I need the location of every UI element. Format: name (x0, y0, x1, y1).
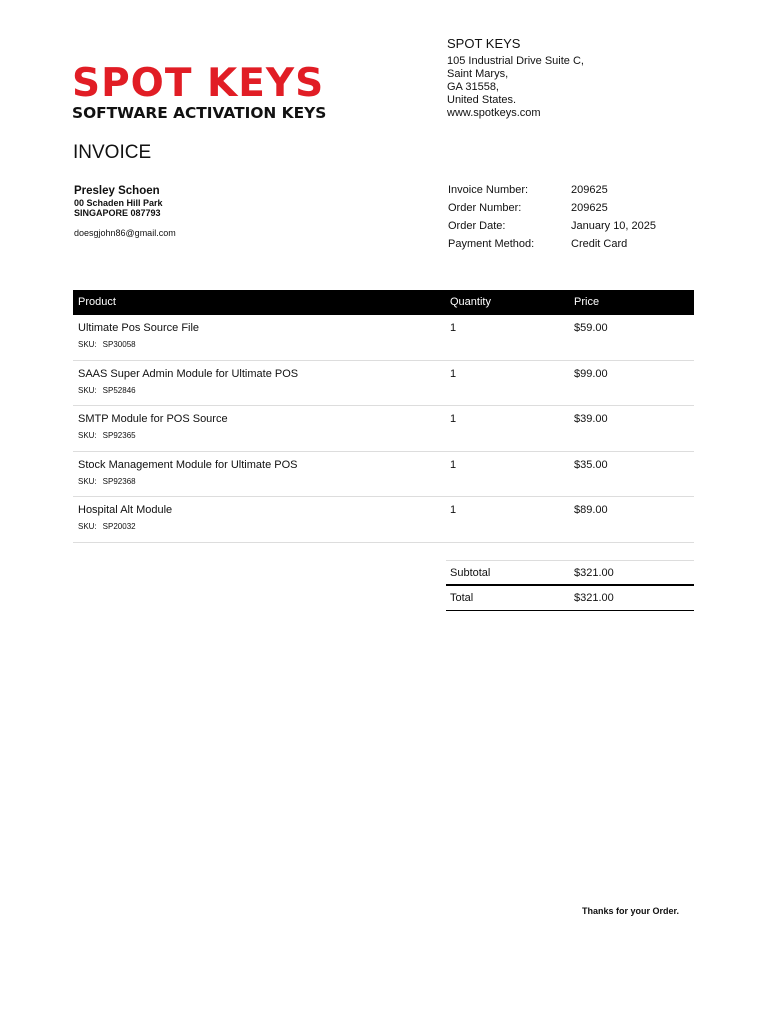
product-sku (78, 431, 446, 441)
product-name: Ultimate Pos Source File (78, 322, 200, 334)
page-title: INVOICE (73, 142, 152, 163)
meta-label: Order Number: (448, 202, 522, 214)
product-name: SMTP Module for POS Source (78, 413, 228, 425)
company-address-line: GA 31558, (447, 81, 499, 93)
meta-row (448, 237, 694, 255)
product-cell (73, 458, 446, 497)
table-row (73, 315, 694, 361)
company-address-line: 105 Industrial Drive Suite C, (447, 55, 584, 67)
customer-address-line: SINGAPORE 087793 (74, 208, 161, 218)
total-row (446, 586, 694, 611)
product-cell (73, 367, 446, 406)
invoice-meta (448, 183, 694, 255)
quantity-cell: 1 (450, 458, 457, 471)
product-name: SAAS Super Admin Module for Ultimate POS (78, 367, 299, 380)
subtotal-value: $321.00 (574, 567, 614, 579)
sku-value: SP52846 (102, 385, 136, 395)
meta-value: 209625 (571, 202, 608, 214)
quantity-cell: 1 (450, 367, 457, 380)
company-address-line: United States. (447, 94, 517, 106)
table-header (73, 290, 694, 315)
meta-row (448, 219, 694, 237)
header-price: Price (574, 296, 600, 308)
totals-block (446, 560, 694, 611)
product-cell (73, 321, 446, 360)
customer-name: Presley Schoen (74, 185, 160, 197)
customer-block (74, 184, 163, 218)
price-cell: $99.00 (574, 367, 608, 380)
meta-row (448, 183, 694, 201)
sku-label: SKU: (78, 476, 97, 486)
product-sku (78, 477, 446, 487)
sku-label: SKU: (78, 385, 97, 395)
company-website: www.spotkeys.com (447, 107, 541, 119)
sku-label: SKU: (78, 340, 97, 349)
meta-value: Credit Card (571, 238, 628, 250)
table-row (73, 497, 694, 543)
product-cell (73, 412, 446, 451)
total-value: $321.00 (574, 592, 614, 604)
price-cell: $89.00 (574, 504, 608, 516)
items-table (73, 290, 694, 543)
sku-value: SP30058 (102, 340, 136, 349)
sku-value: SP92365 (102, 431, 136, 440)
product-name: Stock Management Module for Ultimate POS (78, 458, 298, 471)
meta-label: Invoice Number: (448, 184, 529, 196)
product-sku (78, 522, 446, 532)
subtotal-row (446, 561, 694, 586)
meta-value: January 10, 2025 (571, 220, 657, 232)
company-address-line: Saint Marys, (447, 68, 509, 80)
price-cell: $59.00 (574, 322, 608, 334)
thanks-note: Thanks for your Order. (582, 906, 680, 916)
product-cell (73, 503, 446, 542)
meta-row (448, 201, 694, 219)
total-label: Total (450, 592, 474, 604)
price-cell: $35.00 (574, 458, 608, 471)
sku-label: SKU: (78, 431, 97, 440)
meta-value: 209625 (571, 184, 608, 196)
brand-tagline: SOFTWARE ACTIVATION KEYS (72, 104, 327, 122)
product-sku (78, 386, 446, 396)
price-cell: $39.00 (574, 413, 608, 425)
quantity-cell: 1 (450, 504, 457, 516)
customer-email: doesgjohn86@gmail.com (74, 228, 176, 238)
header-quantity: Quantity (450, 296, 491, 308)
subtotal-label: Subtotal (450, 567, 491, 579)
company-address (447, 55, 584, 120)
quantity-cell: 1 (450, 413, 457, 425)
brand-logo: SPOT KEYS (72, 61, 325, 106)
table-row (73, 361, 694, 407)
customer-address-line: 00 Schaden Hill Park (74, 198, 163, 208)
sku-value: SP92368 (102, 476, 136, 486)
sku-value: SP20032 (102, 522, 136, 531)
table-row (73, 452, 694, 498)
meta-label: Order Date: (448, 220, 506, 232)
quantity-cell: 1 (450, 322, 457, 334)
sku-label: SKU: (78, 522, 97, 531)
product-name: Hospital Alt Module (78, 504, 173, 516)
meta-label: Payment Method: (448, 238, 535, 250)
company-name: SPOT KEYS (447, 36, 521, 51)
table-row (73, 406, 694, 452)
header-product: Product (78, 296, 116, 308)
product-sku (78, 340, 446, 350)
